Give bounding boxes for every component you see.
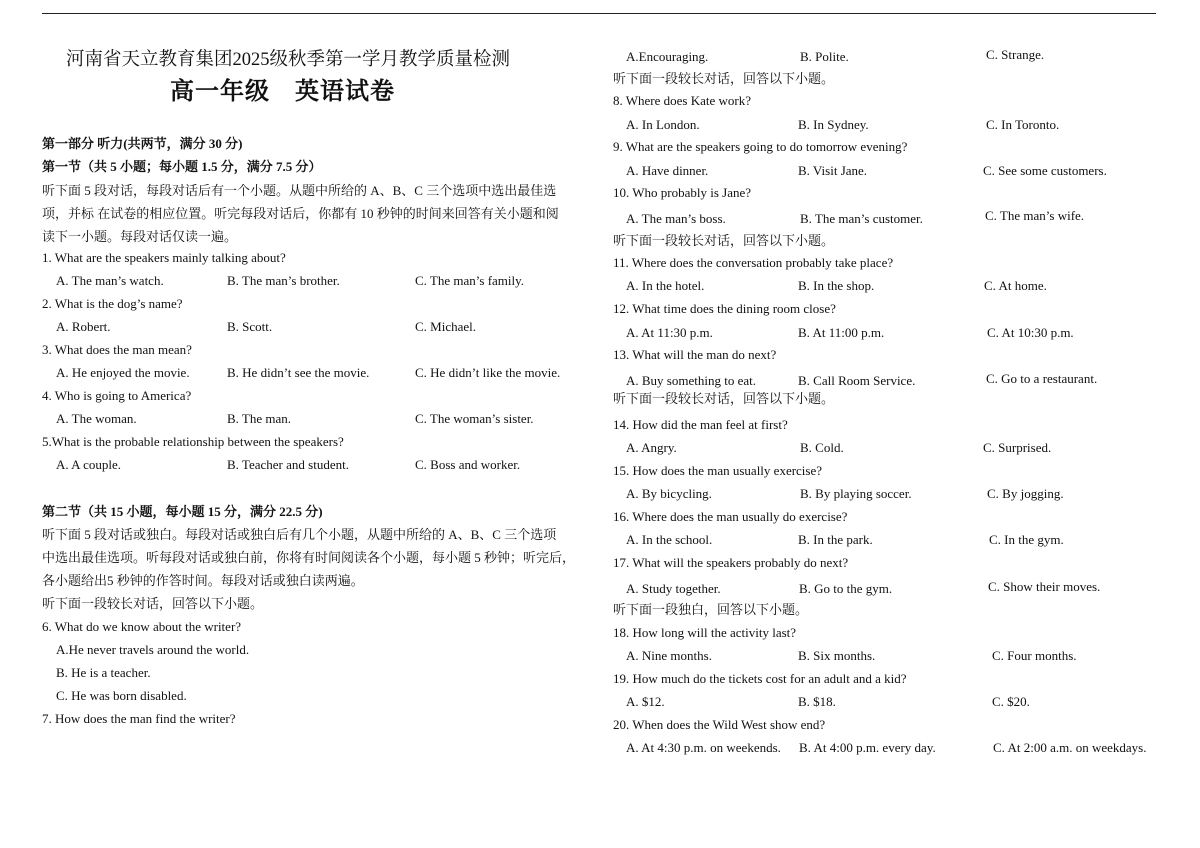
- q14-option-a[interactable]: A. Angry.: [626, 440, 677, 455]
- section1-instruction-line1: 听下面 5 段对话，每段对话后有一个小题。从题中所给的 A、B、C 三个选项中选出最佳选: [42, 183, 557, 198]
- q13-option-b[interactable]: B. Call Room Service.: [798, 373, 916, 388]
- q8-option-b[interactable]: B. In Sydney.: [798, 117, 869, 132]
- q1-option-b[interactable]: B. The man’s brother.: [227, 273, 340, 288]
- q1-stem: 1. What are the speakers mainly talking about?: [42, 250, 286, 265]
- q10-stem: 10. Who probably is Jane?: [613, 185, 752, 200]
- q15-option-a[interactable]: A. By bicycling.: [626, 486, 712, 501]
- q17-option-b[interactable]: B. Go to the gym.: [799, 581, 893, 596]
- q6-option-c[interactable]: C. He was born disabled.: [56, 688, 187, 703]
- q11-option-b[interactable]: B. In the shop.: [798, 278, 875, 293]
- q9-option-a[interactable]: A. Have dinner.: [626, 163, 709, 178]
- long-dialog-instruction-4: 听下面一段较长对话，回答以下小题。: [613, 391, 835, 406]
- q4-option-c[interactable]: C. The woman’s sister.: [415, 411, 534, 426]
- q19-stem: 19. How much do the tickets cost for an adult and a kid?: [613, 671, 907, 686]
- q19-option-a[interactable]: A. $12.: [626, 694, 665, 709]
- top-rule: [42, 13, 1156, 14]
- q20-stem: 20. When does the Wild West show end?: [613, 717, 826, 732]
- exam-title: 高一年级 英语试卷: [170, 77, 395, 105]
- long-dialog-instruction-2: 听下面一段较长对话，回答以下小题。: [613, 71, 835, 86]
- q3-option-c[interactable]: C. He didn’t like the movie.: [415, 365, 561, 380]
- q19-option-c[interactable]: C. $20.: [992, 694, 1030, 709]
- section1-heading: 第一节（共 5 小题；每小题 1.5 分，满分 7.5 分）: [42, 159, 322, 174]
- section2-instruction-line3: 各小题给出5 秒钟的作答时间。每段对话或独白读两遍。: [42, 573, 364, 588]
- q10-option-b[interactable]: B. The man’s customer.: [800, 211, 923, 226]
- q18-option-a[interactable]: A. Nine months.: [626, 648, 712, 663]
- q17-stem: 17. What will the speakers probably do next?: [613, 555, 849, 570]
- q1-option-a[interactable]: A. The man’s watch.: [56, 273, 164, 288]
- q9-stem: 9. What are the speakers going to do tomorrow evening?: [613, 139, 908, 154]
- q14-option-c[interactable]: C. Surprised.: [983, 440, 1052, 455]
- q5-option-c[interactable]: C. Boss and worker.: [415, 457, 521, 472]
- q14-stem: 14. How did the man feel at first?: [613, 417, 788, 432]
- q17-option-c[interactable]: C. Show their moves.: [988, 579, 1101, 594]
- q8-stem: 8. Where does Kate work?: [613, 93, 752, 108]
- q11-stem: 11. Where does the conversation probably take place?: [613, 255, 894, 270]
- section2-instruction-line2: 中选出最佳选项。听每段对话或独白前，你将有时间阅读各个小题，每小题 5 秒钟；听完后，: [42, 550, 576, 565]
- q18-option-b[interactable]: B. Six months.: [798, 648, 876, 663]
- long-dialog-instruction-1: 听下面一段较长对话，回答以下小题。: [42, 596, 264, 611]
- q20-option-b[interactable]: B. At 4:00 p.m. every day.: [799, 740, 936, 755]
- q8-option-c[interactable]: C. In Toronto.: [986, 117, 1060, 132]
- q7-option-c[interactable]: C. Strange.: [986, 47, 1045, 62]
- q12-stem: 12. What time does the dining room close?: [613, 301, 836, 316]
- q2-option-c[interactable]: C. Michael.: [415, 319, 477, 334]
- q19-option-b[interactable]: B. $18.: [798, 694, 836, 709]
- q7-option-b[interactable]: B. Polite.: [800, 49, 849, 64]
- q2-option-b[interactable]: B. Scott.: [227, 319, 273, 334]
- q6-stem: 6. What do we know about the writer?: [42, 619, 242, 634]
- school-name: 河南省天立教育集团2025级秋季第一学月教学质量检测: [66, 50, 511, 70]
- q12-option-a[interactable]: A. At 11:30 p.m.: [626, 325, 713, 340]
- q8-option-a[interactable]: A. In London.: [626, 117, 700, 132]
- q12-option-b[interactable]: B. At 11:00 p.m.: [798, 325, 885, 340]
- q20-option-a[interactable]: A. At 4:30 p.m. on weekends.: [626, 740, 781, 755]
- q16-stem: 16. Where does the man usually do exercise?: [613, 509, 848, 524]
- q5-option-b[interactable]: B. Teacher and student.: [227, 457, 349, 472]
- q4-stem: 4. Who is going to America?: [42, 388, 192, 403]
- q3-option-b[interactable]: B. He didn’t see the movie.: [227, 365, 370, 380]
- q16-option-c[interactable]: C. In the gym.: [989, 532, 1064, 547]
- q11-option-a[interactable]: A. In the hotel.: [626, 278, 705, 293]
- q2-option-a[interactable]: A. Robert.: [56, 319, 111, 334]
- section1-instruction-line3: 读下一小题。每段对话仅读一遍。: [42, 229, 238, 244]
- q10-option-a[interactable]: A. The man’s boss.: [626, 211, 726, 226]
- q4-option-a[interactable]: A. The woman.: [56, 411, 137, 426]
- q18-option-c[interactable]: C. Four months.: [992, 648, 1077, 663]
- q15-option-c[interactable]: C. By jogging.: [987, 486, 1064, 501]
- q15-stem: 15. How does the man usually exercise?: [613, 463, 823, 478]
- q18-stem: 18. How long will the activity last?: [613, 625, 797, 640]
- q2-stem: 2. What is the dog’s name?: [42, 296, 183, 311]
- q17-option-a[interactable]: A. Study together.: [626, 581, 721, 596]
- section2-heading: 第二节（共 15 小题，每小题 15 分，满分 22.5 分): [42, 504, 323, 519]
- q5-stem: 5.What is the probable relationship between the speakers?: [42, 434, 344, 449]
- q7-option-a[interactable]: A.Encouraging.: [626, 49, 709, 64]
- section1-instruction-line2: 项，并标 在试卷的相应位置。听完每段对话后，你都有 10 秒钟的时间来回答有关小题和阅: [42, 206, 559, 221]
- q15-option-b[interactable]: B. By playing soccer.: [800, 486, 912, 501]
- q12-option-c[interactable]: C. At 10:30 p.m.: [987, 325, 1074, 340]
- q9-option-c[interactable]: C. See some customers.: [983, 163, 1107, 178]
- q13-option-a[interactable]: A. Buy something to eat.: [626, 373, 756, 388]
- q6-option-a[interactable]: A.He never travels around the world.: [56, 642, 250, 657]
- q9-option-b[interactable]: B. Visit Jane.: [798, 163, 868, 178]
- q20-option-c[interactable]: C. At 2:00 a.m. on weekdays.: [993, 740, 1147, 755]
- long-dialog-instruction-3: 听下面一段较长对话，回答以下小题。: [613, 233, 835, 248]
- q16-option-b[interactable]: B. In the park.: [798, 532, 873, 547]
- section2-instruction-line1: 听下面 5 段对话或独白。每段对话或独白后有几个小题，从题中所给的 A、B、C 三个选项: [42, 527, 557, 542]
- q5-option-a[interactable]: A. A couple.: [56, 457, 121, 472]
- q16-option-a[interactable]: A. In the school.: [626, 532, 713, 547]
- q13-stem: 13. What will the man do next?: [613, 347, 777, 362]
- q13-option-c[interactable]: C. Go to a restaurant.: [986, 371, 1098, 386]
- part1-heading: 第一部分 听力(共两节，满分 30 分): [42, 136, 243, 151]
- q3-stem: 3. What does the man mean?: [42, 342, 192, 357]
- q4-option-b[interactable]: B. The man.: [227, 411, 292, 426]
- q10-option-c[interactable]: C. The man’s wife.: [985, 208, 1085, 223]
- q11-option-c[interactable]: C. At home.: [984, 278, 1047, 293]
- q6-option-b[interactable]: B. He is a teacher.: [56, 665, 151, 680]
- q3-option-a[interactable]: A. He enjoyed the movie.: [56, 365, 190, 380]
- monologue-instruction: 听下面一段独白，回答以下小题。: [613, 602, 809, 617]
- q14-option-b[interactable]: B. Cold.: [800, 440, 844, 455]
- q1-option-c[interactable]: C. The man’s family.: [415, 273, 525, 288]
- q7-stem: 7. How does the man find the writer?: [42, 711, 236, 726]
